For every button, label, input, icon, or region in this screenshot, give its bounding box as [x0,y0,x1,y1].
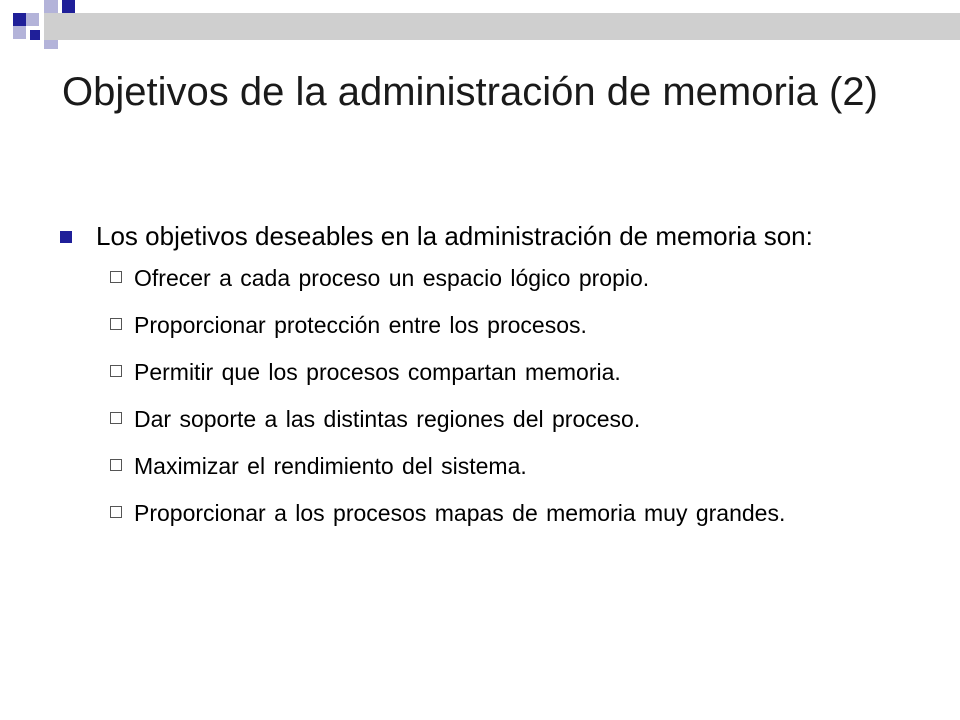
decor-square-dark [13,13,26,26]
bullet-item-intro [60,218,880,254]
sub-bullet-item [60,357,934,387]
sub-bullet-text: Maximizar el rendimiento del sistema. [134,453,527,479]
hollow-square-bullet-icon [110,459,122,471]
sub-bullet-text: Permitir que los procesos compartan memoria. [134,359,621,385]
slide-content [60,218,880,545]
hollow-square-bullet-icon [110,412,122,424]
decor-square-dark [30,30,40,40]
hollow-square-bullet-icon [110,318,122,330]
sub-bullet-item [60,404,934,434]
sub-bullet-text: Proporcionar a los procesos mapas de memoria muy grandes. [134,500,786,526]
decor-square-dark [62,0,75,13]
intro-text: Los objetivos deseables en la administración de memoria son: [96,221,813,251]
sub-bullet-item [60,310,934,340]
sub-bullet-text: Ofrecer a cada proceso un espacio lógico propio. [134,265,650,291]
decor-square-light [26,13,39,26]
sub-bullet-item [60,263,934,293]
sub-bullet-item [60,498,934,528]
slide-title: Objetivos de la administración de memoria (2) [62,70,878,114]
hollow-square-bullet-icon [110,506,122,518]
sub-bullet-list [60,263,880,528]
hollow-square-bullet-icon [110,365,122,377]
header-bar [44,13,960,40]
square-bullet-icon [60,231,72,243]
sub-bullet-item [60,451,934,481]
decor-square-light [44,40,58,49]
sub-bullet-text: Dar soporte a las distintas regiones del proceso. [134,406,641,432]
hollow-square-bullet-icon [110,271,122,283]
decor-square-light [44,0,58,13]
decor-square-light [13,26,26,39]
sub-bullet-text: Proporcionar protección entre los procesos. [134,312,587,338]
